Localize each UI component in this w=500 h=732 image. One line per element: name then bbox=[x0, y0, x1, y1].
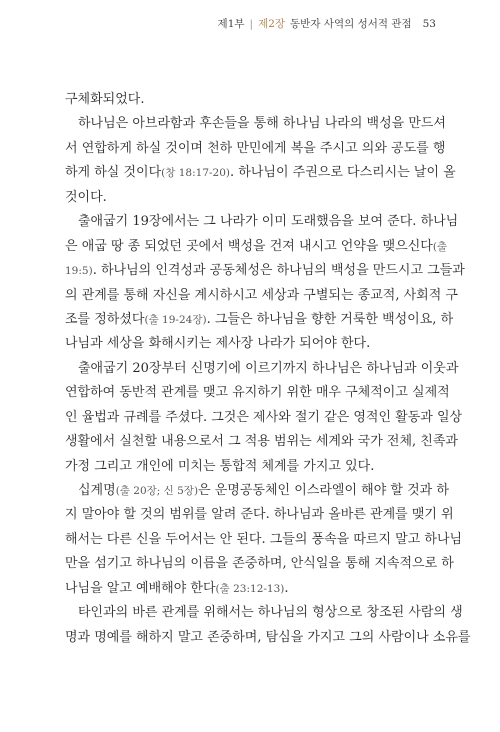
body-text bbox=[65, 88, 471, 650]
running-header bbox=[218, 16, 436, 31]
text-run: 만을 섬기고 하나님의 이름을 존중하며, 안식일을 통해 지속적으로 하 bbox=[65, 556, 454, 572]
text-run: 하게 하실 것이다 bbox=[65, 165, 162, 181]
text-line bbox=[65, 332, 437, 356]
citation: (출 20장; 신 5장) bbox=[115, 485, 199, 497]
page-number: 53 bbox=[422, 18, 436, 30]
chapter-label: 제2장 bbox=[258, 18, 286, 30]
text-line bbox=[65, 406, 463, 430]
citation: (출 23:12-13) bbox=[215, 582, 285, 595]
text-run: 것이다. bbox=[65, 189, 107, 205]
text-line bbox=[65, 479, 449, 503]
paragraph bbox=[65, 112, 456, 210]
text-run: 지 말아야 할 것의 범위를 알려 준다. 하나님과 올바른 관계를 맺기 위 bbox=[65, 507, 454, 523]
text-run: 은 애굽 땅 종 되었던 곳에서 백성을 건져 내시고 언약을 맺으신다 bbox=[65, 238, 433, 254]
text-line bbox=[65, 235, 448, 259]
text-line bbox=[65, 577, 437, 601]
text-run: 명과 명예를 해하지 말고 존중하며, 탐심을 가지고 그의 사람이나 소유를 bbox=[65, 629, 471, 645]
text-run: 출애굽기 20장부터 신명기에 이르기까지 하나님은 하나님과 이웃과 bbox=[78, 360, 459, 376]
text-run: 생활에서 실천할 내용으로서 그 적용 범위는 세계와 국가 전체, 친족과 bbox=[65, 434, 458, 450]
text-run: 연합하여 동반적 관계를 맺고 유지하기 위한 매우 구체적이고 실제적 bbox=[65, 385, 450, 401]
part-label: 제1부 bbox=[217, 18, 245, 30]
header-divider: | bbox=[249, 18, 254, 30]
text-line bbox=[65, 259, 465, 283]
text-line bbox=[65, 430, 458, 454]
text-line bbox=[65, 381, 450, 405]
text-line bbox=[65, 455, 437, 479]
paragraph bbox=[65, 357, 463, 479]
text-run: . bbox=[284, 580, 289, 596]
text-line bbox=[65, 357, 459, 381]
text-line bbox=[65, 308, 454, 332]
text-line bbox=[65, 210, 459, 234]
text-run: 가정 그리고 개인에 미치는 통합적 체계를 가지고 있다. bbox=[65, 458, 375, 474]
running-title: 동반자 사역의 성서적 관점 bbox=[290, 18, 412, 30]
text-run: 서 연합하게 하실 것이며 천하 만민에게 복을 주시고 의와 공도를 행 bbox=[65, 140, 446, 156]
text-run: 해서는 다른 신을 두어서는 안 된다. 그들의 풍속을 따르지 말고 하나님 bbox=[65, 531, 463, 547]
text-line bbox=[65, 284, 458, 308]
text-run: . 하나님의 인격성과 공동체성은 하나님의 백성을 만드시고 그들과 bbox=[92, 263, 465, 279]
text-line bbox=[65, 112, 446, 136]
text-run: 은 운명공동체인 이스라엘이 해야 할 것과 하 bbox=[198, 483, 449, 498]
paragraph bbox=[65, 88, 437, 112]
paragraph bbox=[65, 601, 471, 650]
text-run: 구체화되었다. bbox=[65, 92, 145, 107]
text-run: 출애굽기 19장에서는 그 나라가 이미 도래했음을 보여 준다. 하나님 bbox=[78, 214, 459, 230]
citation: (출 19-24장) bbox=[144, 313, 207, 326]
text-run: 인 율법과 규례를 주셨다. 그것은 제사와 절기 같은 영적인 활동과 일상 bbox=[65, 409, 463, 425]
citation: (출 bbox=[432, 240, 448, 253]
citation: 19:5) bbox=[65, 265, 93, 278]
text-run: 나님을 알고 예배해야 한다 bbox=[65, 580, 216, 596]
text-run: 의 관계를 통해 자신을 계시하시고 세상과 구별되는 종교적, 사회적 구 bbox=[65, 287, 458, 303]
text-line bbox=[65, 88, 437, 112]
text-run: 하나님은 아브라함과 후손들을 통해 하나님 나라의 백성을 만드셔 bbox=[78, 116, 446, 132]
text-line bbox=[65, 161, 456, 185]
text-run: 나님과 세상을 화해시키는 제사장 나라가 되어야 한다. bbox=[65, 336, 371, 352]
text-line bbox=[65, 552, 454, 576]
citation: (창 18:17-20) bbox=[161, 167, 231, 180]
paragraph bbox=[65, 210, 465, 357]
text-line bbox=[65, 601, 463, 625]
text-run: . 그들은 하나님을 향한 거룩한 백성이요, 하 bbox=[206, 311, 454, 327]
text-run: . 하나님이 주권으로 다스리시는 날이 올 bbox=[230, 165, 456, 181]
text-line bbox=[65, 528, 463, 552]
paragraph bbox=[65, 479, 463, 601]
text-line bbox=[65, 626, 471, 650]
text-run: 타인과의 바른 관계를 위해서는 하나님의 형상으로 창조된 사람의 생 bbox=[78, 605, 463, 621]
text-line bbox=[65, 137, 446, 161]
text-run: 조를 정하셨다 bbox=[65, 311, 145, 327]
text-line bbox=[65, 186, 437, 210]
text-run: 십계명 bbox=[78, 483, 116, 498]
text-line bbox=[65, 503, 454, 527]
